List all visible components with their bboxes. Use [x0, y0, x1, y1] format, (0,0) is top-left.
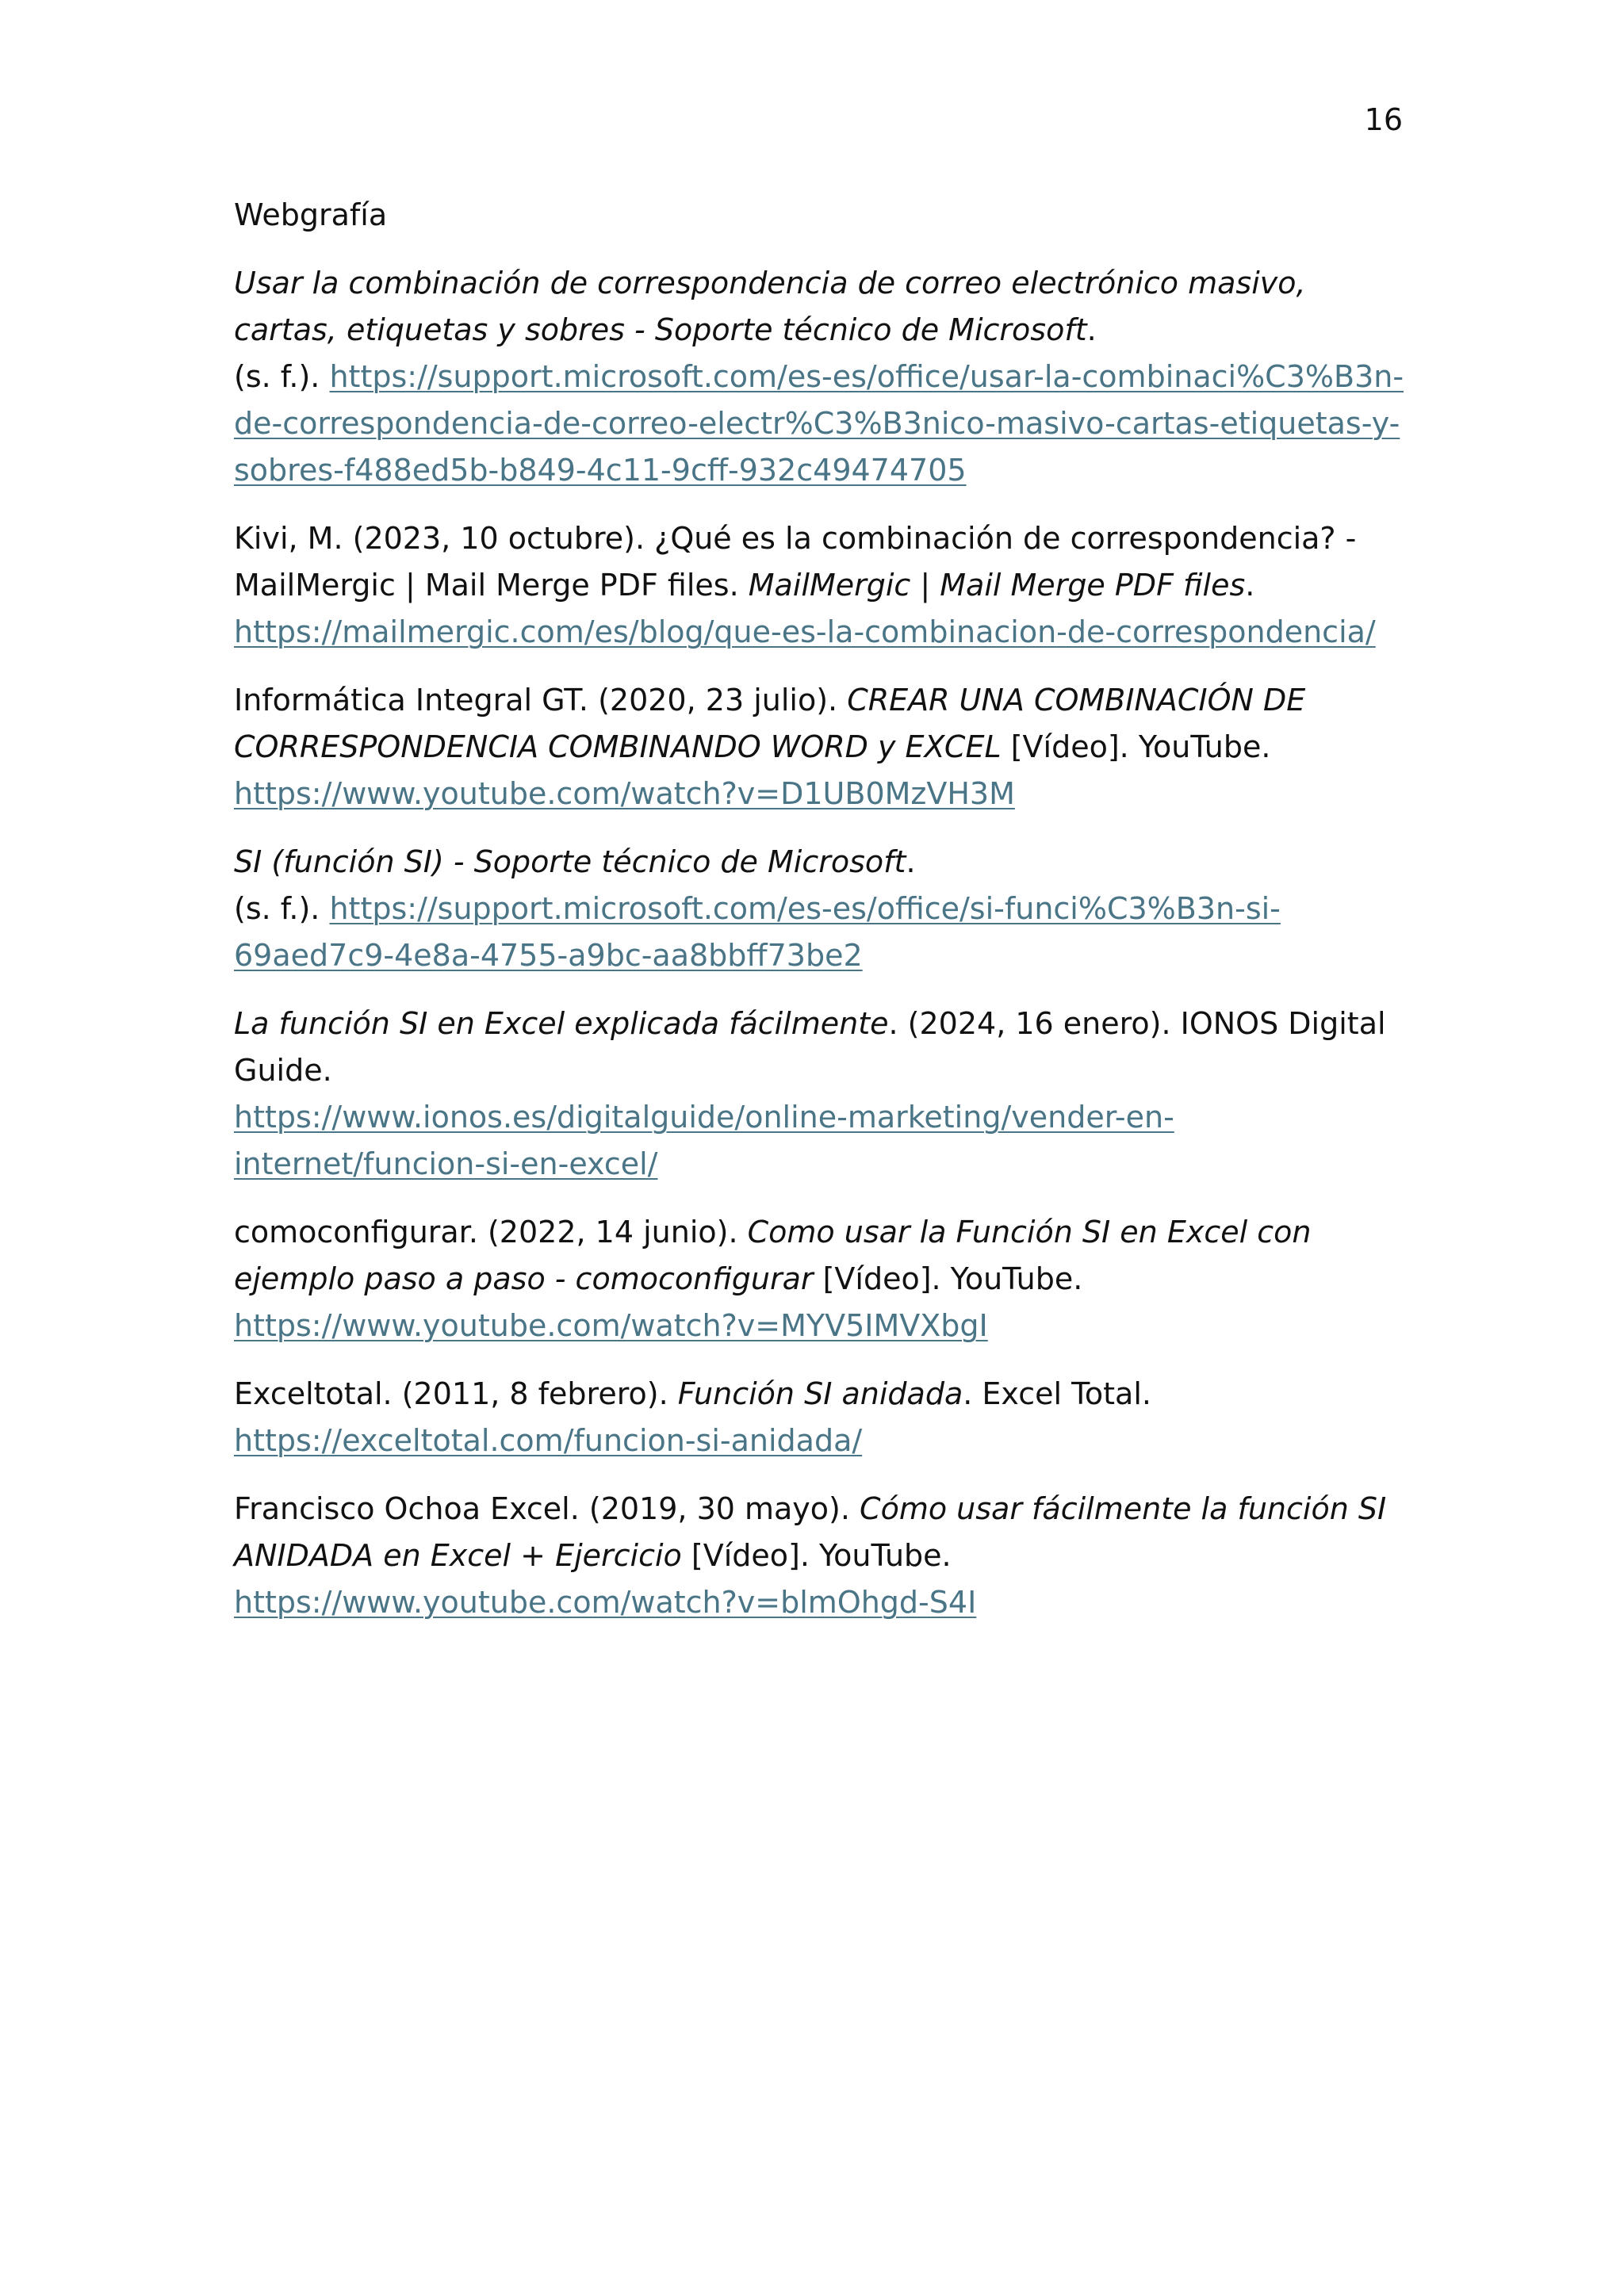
reference-title: Cómo usar fácilmente la función SI ANIDADA en Excel + Ejercicio: [234, 1491, 1387, 1573]
reference-link[interactable]: https://support.microsoft.com/es-es/office/usar-la-combinaci%C3%B3n-de-correspondencia-de-correo-electr%C3%B3nico-masivo-cartas-etiquetas-y-sobres-f488ed5b-b849-4c11-9cff-932c49474705: [234, 359, 1404, 488]
reference-punct: .: [906, 844, 916, 879]
reference-punct: .: [1245, 568, 1255, 603]
reference-link[interactable]: https://mailmergic.com/es/blog/que-es-la-combinacion-de-correspondencia/: [234, 614, 1376, 649]
reference-title: Función SI anidada: [677, 1376, 963, 1411]
reference-title: La función SI en Excel explicada fácilmente: [234, 1006, 889, 1041]
page-number: 16: [1364, 102, 1403, 137]
reference-meta: (s. f.).: [234, 359, 330, 394]
reference-title: SI (función SI) - Soporte técnico de Microsoft: [234, 844, 906, 879]
reference-entry: [234, 1371, 1408, 1464]
reference-title: Como usar la Función SI en Excel con ejemplo paso a paso - comoconfigurar: [234, 1215, 1312, 1296]
reference-title: CREAR UNA COMBINACIÓN DE CORRESPONDENCIA COMBINANDO WORD y EXCEL: [234, 683, 1306, 764]
reference-link[interactable]: https://exceltotal.com/funcion-si-anidada/: [234, 1423, 863, 1458]
reference-punct: [Vídeo]. YouTube.: [681, 1538, 952, 1573]
reference-link[interactable]: https://www.youtube.com/watch?v=MYV5IMVXbgI: [234, 1308, 988, 1343]
reference-link[interactable]: https://www.youtube.com/watch?v=D1UB0MzVH3M: [234, 776, 1015, 811]
bibliography: [234, 192, 1408, 1647]
reference-punct: . Excel Total.: [963, 1376, 1151, 1411]
reference-entry: [234, 260, 1408, 494]
reference-entry: [234, 1001, 1408, 1188]
reference-punct: [Vídeo]. YouTube.: [813, 1261, 1083, 1296]
reference-punct: .: [1086, 312, 1097, 347]
reference-authors: Informática Integral GT. (2020, 23 julio).: [234, 683, 848, 718]
page-title: Webgrafía: [234, 197, 388, 232]
reference-entry: [234, 1486, 1408, 1626]
reference-authors: Kivi, M. (2023, 10 octubre). ¿Qué es la combinación de correspondencia? - MailMergic | Mail Merge PDF files.: [234, 521, 1357, 603]
reference-source: MailMergic | Mail Merge PDF files: [748, 568, 1246, 603]
reference-meta: (s. f.).: [234, 891, 330, 926]
reference-authors: comoconfigurar. (2022, 14 junio).: [234, 1215, 748, 1249]
reference-authors: Exceltotal. (2011, 8 febrero).: [234, 1376, 678, 1411]
reference-entry: [234, 839, 1408, 979]
reference-title: Usar la combinación de correspondencia de correo electrónico masivo, cartas, etiquetas y sobres - Soporte técnico de Microsoft: [234, 266, 1306, 347]
reference-link[interactable]: https://www.youtube.com/watch?v=blmOhgd-S4I: [234, 1585, 977, 1620]
reference-punct: [Vídeo]. YouTube.: [1001, 729, 1271, 764]
reference-entry: [234, 677, 1408, 817]
reference-punct: . (2024, 16 enero). IONOS Digital Guide.: [234, 1006, 1386, 1088]
reference-link[interactable]: https://support.microsoft.com/es-es/office/si-funci%C3%B3n-si-69aed7c9-4e8a-4755-a9bc-aa8bbff73be2: [234, 891, 1281, 973]
reference-link[interactable]: https://www.ionos.es/digitalguide/online-marketing/vender-en-internet/funcion-si-en-excel/: [234, 1100, 1174, 1181]
reference-entry: [234, 515, 1408, 656]
reference-entry: [234, 1209, 1408, 1349]
reference-authors: Francisco Ochoa Excel. (2019, 30 mayo).: [234, 1491, 860, 1526]
